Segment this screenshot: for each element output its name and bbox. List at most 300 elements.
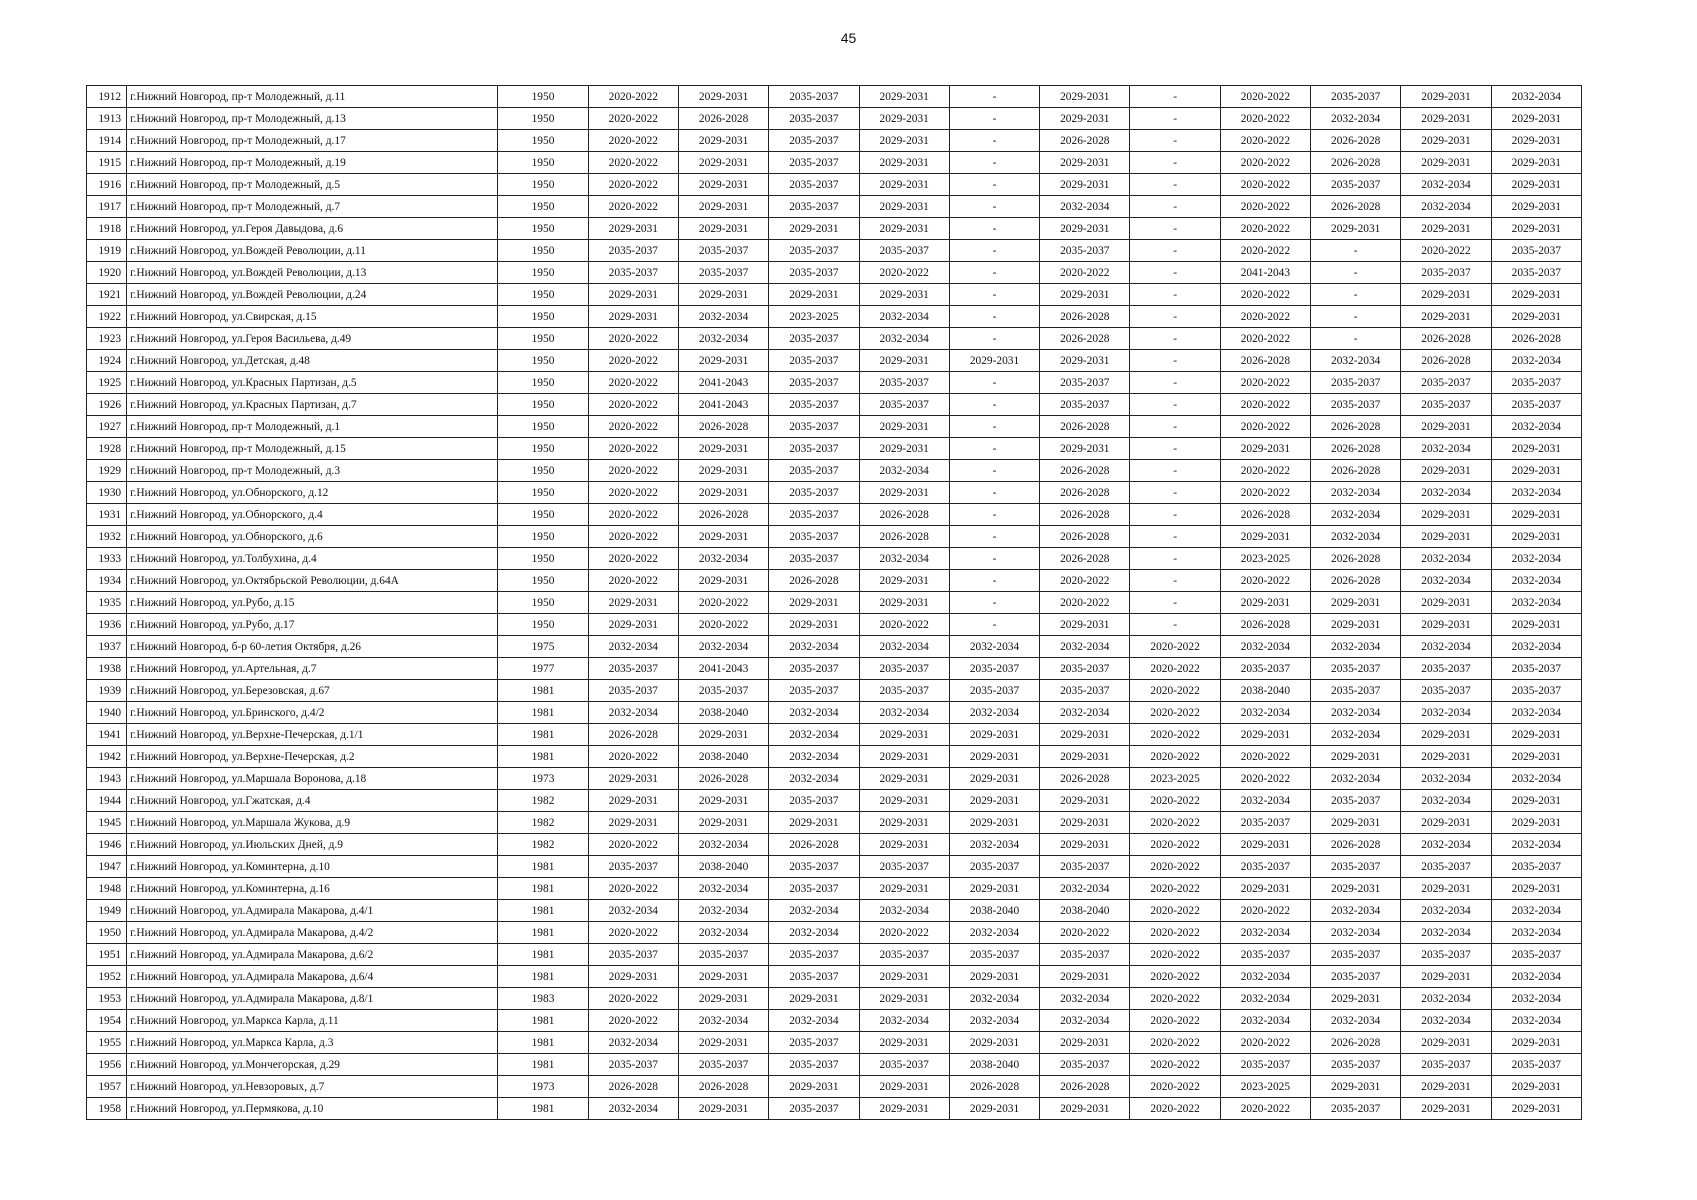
period-cell: 2026-2028 xyxy=(1040,504,1130,526)
period-cell: 2035-2037 xyxy=(1491,394,1581,416)
period-cell: 2029-2031 xyxy=(678,218,768,240)
period-cell: 2029-2031 xyxy=(1311,812,1401,834)
period-cell: 2020-2022 xyxy=(1130,900,1220,922)
address-cell: г.Нижний Новгород, пр-т Молодежный, д.11 xyxy=(127,86,498,108)
period-cell: 2029-2031 xyxy=(678,570,768,592)
table-row xyxy=(87,284,1582,306)
period-cell: 2020-2022 xyxy=(588,328,678,350)
period-cell: 2035-2037 xyxy=(588,680,678,702)
period-cell: 2029-2031 xyxy=(1040,812,1130,834)
period-cell: 2032-2034 xyxy=(1491,768,1581,790)
period-cell: 2032-2034 xyxy=(678,306,768,328)
period-cell: - xyxy=(1130,526,1220,548)
period-cell: 2035-2037 xyxy=(1311,394,1401,416)
period-cell: 2026-2028 xyxy=(1040,548,1130,570)
period-cell: 2020-2022 xyxy=(1130,746,1220,768)
year-cell: 1950 xyxy=(498,372,588,394)
table-row xyxy=(87,570,1582,592)
period-cell: 2032-2034 xyxy=(1040,702,1130,724)
period-cell: 2032-2034 xyxy=(1491,988,1581,1010)
period-cell: 2035-2037 xyxy=(859,856,949,878)
period-cell: 2026-2028 xyxy=(1040,1076,1130,1098)
period-cell: - xyxy=(1130,460,1220,482)
period-cell: 2032-2034 xyxy=(1401,196,1491,218)
period-cell: 2035-2037 xyxy=(769,460,859,482)
period-cell: 2029-2031 xyxy=(859,768,949,790)
period-cell: 2029-2031 xyxy=(949,790,1039,812)
period-cell: 2020-2022 xyxy=(1220,900,1310,922)
period-cell: - xyxy=(949,394,1039,416)
year-cell: 1981 xyxy=(498,856,588,878)
address-cell: г.Нижний Новгород, ул.Коминтерна, д.16 xyxy=(127,878,498,900)
period-cell: 2026-2028 xyxy=(1040,460,1130,482)
period-cell: 2032-2034 xyxy=(769,900,859,922)
period-cell: 2035-2037 xyxy=(769,108,859,130)
row-number: 1946 xyxy=(87,834,127,856)
period-cell: 2035-2037 xyxy=(1491,856,1581,878)
period-cell: 2029-2031 xyxy=(859,152,949,174)
period-cell: 2035-2037 xyxy=(1311,856,1401,878)
year-cell: 1950 xyxy=(498,482,588,504)
period-cell: 2029-2031 xyxy=(588,966,678,988)
period-cell: - xyxy=(1130,284,1220,306)
period-cell: 2020-2022 xyxy=(1040,570,1130,592)
period-cell: 2035-2037 xyxy=(769,152,859,174)
row-number: 1951 xyxy=(87,944,127,966)
address-cell: г.Нижний Новгород, ул.Октябрьской Революции, д.64А xyxy=(127,570,498,592)
period-cell: 2026-2028 xyxy=(1220,350,1310,372)
period-cell: 2035-2037 xyxy=(859,240,949,262)
address-cell: г.Нижний Новгород, ул.Бринского, д.4/2 xyxy=(127,702,498,724)
row-number: 1918 xyxy=(87,218,127,240)
period-cell: 2029-2031 xyxy=(588,812,678,834)
period-cell: 2029-2031 xyxy=(1401,812,1491,834)
period-cell: - xyxy=(1130,548,1220,570)
period-cell: 2029-2031 xyxy=(1401,108,1491,130)
address-cell: г.Нижний Новгород, ул.Обнорского, д.4 xyxy=(127,504,498,526)
period-cell: 2026-2028 xyxy=(859,504,949,526)
address-cell: г.Нижний Новгород, ул.Невзоровых, д.7 xyxy=(127,1076,498,1098)
period-cell: 2029-2031 xyxy=(1491,152,1581,174)
period-cell: 2038-2040 xyxy=(949,1054,1039,1076)
period-cell: 2035-2037 xyxy=(1491,240,1581,262)
period-cell: 2029-2031 xyxy=(1491,460,1581,482)
table-row xyxy=(87,680,1582,702)
period-cell: 2029-2031 xyxy=(769,592,859,614)
period-cell: 2020-2022 xyxy=(678,614,768,636)
year-cell: 1981 xyxy=(498,1032,588,1054)
period-cell: 2029-2031 xyxy=(678,350,768,372)
period-cell: 2032-2034 xyxy=(1401,174,1491,196)
row-number: 1929 xyxy=(87,460,127,482)
period-cell: - xyxy=(1311,284,1401,306)
period-cell: 2035-2037 xyxy=(859,1054,949,1076)
period-cell: 2035-2037 xyxy=(769,1032,859,1054)
period-cell: 2035-2037 xyxy=(769,966,859,988)
table-row xyxy=(87,526,1582,548)
period-cell: 2026-2028 xyxy=(859,526,949,548)
table-row xyxy=(87,966,1582,988)
period-cell: 2029-2031 xyxy=(588,306,678,328)
period-cell: 2035-2037 xyxy=(859,658,949,680)
row-number: 1914 xyxy=(87,130,127,152)
period-cell: 2032-2034 xyxy=(1220,988,1310,1010)
year-cell: 1983 xyxy=(498,988,588,1010)
address-cell: г.Нижний Новгород, пр-т Молодежный, д.1 xyxy=(127,416,498,438)
period-cell: 2020-2022 xyxy=(588,878,678,900)
period-cell: 2029-2031 xyxy=(678,284,768,306)
period-cell: 2029-2031 xyxy=(678,152,768,174)
period-cell: 2029-2031 xyxy=(1491,1032,1581,1054)
period-cell: 2032-2034 xyxy=(1401,1010,1491,1032)
period-cell: 2029-2031 xyxy=(859,174,949,196)
period-cell: 2035-2037 xyxy=(678,680,768,702)
period-cell: 2041-2043 xyxy=(678,394,768,416)
period-cell: 2026-2028 xyxy=(678,504,768,526)
period-cell: 2029-2031 xyxy=(859,746,949,768)
period-cell: 2020-2022 xyxy=(1220,482,1310,504)
period-cell: 2029-2031 xyxy=(1491,790,1581,812)
table-row xyxy=(87,86,1582,108)
period-cell: 2020-2022 xyxy=(1220,1032,1310,1054)
period-cell: 2020-2022 xyxy=(1130,1010,1220,1032)
period-cell: 2035-2037 xyxy=(1311,966,1401,988)
period-cell: 2035-2037 xyxy=(769,1054,859,1076)
period-cell: 2026-2028 xyxy=(1311,1032,1401,1054)
period-cell: 2029-2031 xyxy=(1401,1032,1491,1054)
period-cell: 2029-2031 xyxy=(949,1032,1039,1054)
address-cell: г.Нижний Новгород, ул.Рубо, д.15 xyxy=(127,592,498,614)
period-cell: 2032-2034 xyxy=(1401,570,1491,592)
period-cell: - xyxy=(949,548,1039,570)
year-cell: 1950 xyxy=(498,504,588,526)
year-cell: 1950 xyxy=(498,262,588,284)
period-cell: 2020-2022 xyxy=(1220,416,1310,438)
address-cell: г.Нижний Новгород, ул.Адмирала Макарова, д.6/4 xyxy=(127,966,498,988)
period-cell: - xyxy=(949,174,1039,196)
period-cell: 2029-2031 xyxy=(859,108,949,130)
row-number: 1937 xyxy=(87,636,127,658)
period-cell: 2032-2034 xyxy=(1401,438,1491,460)
period-cell: 2029-2031 xyxy=(1401,86,1491,108)
period-cell: 2035-2037 xyxy=(769,548,859,570)
period-cell: - xyxy=(1311,328,1401,350)
period-cell: 2035-2037 xyxy=(1491,1054,1581,1076)
period-cell: 2020-2022 xyxy=(1130,680,1220,702)
period-cell: 2026-2028 xyxy=(1311,416,1401,438)
period-cell: 2032-2034 xyxy=(1311,724,1401,746)
year-cell: 1950 xyxy=(498,306,588,328)
row-number: 1936 xyxy=(87,614,127,636)
period-cell: 2020-2022 xyxy=(588,460,678,482)
period-cell: 2029-2031 xyxy=(1040,438,1130,460)
period-cell: 2026-2028 xyxy=(678,416,768,438)
period-cell: 2035-2037 xyxy=(1220,812,1310,834)
address-cell: г.Нижний Новгород, ул.Вождей Революции, д.13 xyxy=(127,262,498,284)
period-cell: 2020-2022 xyxy=(1040,262,1130,284)
period-cell: 2020-2022 xyxy=(1130,812,1220,834)
table-row xyxy=(87,350,1582,372)
period-cell: 2020-2022 xyxy=(588,196,678,218)
row-number: 1935 xyxy=(87,592,127,614)
period-cell: 2029-2031 xyxy=(1401,1098,1491,1120)
address-cell: г.Нижний Новгород, ул.Обнорского, д.6 xyxy=(127,526,498,548)
period-cell: 2026-2028 xyxy=(1040,416,1130,438)
period-cell: 2020-2022 xyxy=(859,262,949,284)
year-cell: 1950 xyxy=(498,130,588,152)
table-row xyxy=(87,1054,1582,1076)
period-cell: 2029-2031 xyxy=(1040,724,1130,746)
row-number: 1950 xyxy=(87,922,127,944)
period-cell: 2029-2031 xyxy=(859,416,949,438)
address-cell: г.Нижний Новгород, ул.Героя Давыдова, д.6 xyxy=(127,218,498,240)
period-cell: 2029-2031 xyxy=(1491,724,1581,746)
period-cell: 2035-2037 xyxy=(769,790,859,812)
period-cell: 2029-2031 xyxy=(859,438,949,460)
row-number: 1931 xyxy=(87,504,127,526)
row-number: 1925 xyxy=(87,372,127,394)
period-cell: 2029-2031 xyxy=(1311,218,1401,240)
period-cell: 2032-2034 xyxy=(678,1010,768,1032)
year-cell: 1950 xyxy=(498,86,588,108)
period-cell: 2029-2031 xyxy=(949,768,1039,790)
year-cell: 1950 xyxy=(498,350,588,372)
period-cell: 2035-2037 xyxy=(1401,856,1491,878)
period-cell: 2029-2031 xyxy=(859,592,949,614)
period-cell: 2035-2037 xyxy=(769,174,859,196)
period-cell: 2038-2040 xyxy=(678,746,768,768)
period-cell: 2038-2040 xyxy=(949,900,1039,922)
period-cell: 2035-2037 xyxy=(588,240,678,262)
period-cell: 2029-2031 xyxy=(1220,834,1310,856)
address-cell: г.Нижний Новгород, ул.Июльских Дней, д.9 xyxy=(127,834,498,856)
period-cell: 2029-2031 xyxy=(1491,196,1581,218)
period-cell: 2029-2031 xyxy=(588,614,678,636)
period-cell: 2032-2034 xyxy=(588,900,678,922)
period-cell: - xyxy=(949,86,1039,108)
period-cell: 2029-2031 xyxy=(588,284,678,306)
table-row xyxy=(87,878,1582,900)
period-cell: 2032-2034 xyxy=(1401,988,1491,1010)
period-cell: 2029-2031 xyxy=(1401,416,1491,438)
row-number: 1934 xyxy=(87,570,127,592)
period-cell: 2029-2031 xyxy=(678,988,768,1010)
table-row xyxy=(87,1010,1582,1032)
year-cell: 1950 xyxy=(498,240,588,262)
row-number: 1919 xyxy=(87,240,127,262)
period-cell: 2026-2028 xyxy=(1040,306,1130,328)
row-number: 1955 xyxy=(87,1032,127,1054)
period-cell: 2035-2037 xyxy=(678,944,768,966)
period-cell: 2035-2037 xyxy=(769,130,859,152)
period-cell: 2029-2031 xyxy=(769,988,859,1010)
period-cell: 2035-2037 xyxy=(1311,790,1401,812)
address-cell: г.Нижний Новгород, ул.Маршала Жукова, д.9 xyxy=(127,812,498,834)
table-row xyxy=(87,218,1582,240)
period-cell: 2026-2028 xyxy=(1040,482,1130,504)
period-cell: 2029-2031 xyxy=(678,790,768,812)
period-cell: 2032-2034 xyxy=(1311,504,1401,526)
row-number: 1917 xyxy=(87,196,127,218)
period-cell: 2020-2022 xyxy=(1220,86,1310,108)
period-cell: 2020-2022 xyxy=(588,438,678,460)
period-cell: - xyxy=(1130,350,1220,372)
table-row xyxy=(87,856,1582,878)
period-cell: 2032-2034 xyxy=(769,636,859,658)
year-cell: 1973 xyxy=(498,768,588,790)
period-cell: 2029-2031 xyxy=(859,878,949,900)
address-cell: г.Нижний Новгород, пр-т Молодежный, д.15 xyxy=(127,438,498,460)
row-number: 1954 xyxy=(87,1010,127,1032)
year-cell: 1950 xyxy=(498,592,588,614)
year-cell: 1950 xyxy=(498,196,588,218)
period-cell: 2020-2022 xyxy=(1130,658,1220,680)
period-cell: 2029-2031 xyxy=(588,592,678,614)
period-cell: 2020-2022 xyxy=(588,746,678,768)
period-cell: 2032-2034 xyxy=(1491,86,1581,108)
period-cell: 2035-2037 xyxy=(769,240,859,262)
period-cell: 2032-2034 xyxy=(859,548,949,570)
period-cell: - xyxy=(949,284,1039,306)
table-row xyxy=(87,174,1582,196)
period-cell: 2032-2034 xyxy=(1040,196,1130,218)
period-cell: - xyxy=(949,262,1039,284)
period-cell: 2035-2037 xyxy=(588,1054,678,1076)
period-cell: 2032-2034 xyxy=(1401,900,1491,922)
period-cell: 2020-2022 xyxy=(1220,108,1310,130)
period-cell: 2032-2034 xyxy=(859,328,949,350)
period-cell: 2026-2028 xyxy=(1311,834,1401,856)
period-cell: 2029-2031 xyxy=(949,746,1039,768)
period-cell: 2029-2031 xyxy=(859,350,949,372)
period-cell: 2029-2031 xyxy=(1401,130,1491,152)
period-cell: 2029-2031 xyxy=(1220,592,1310,614)
period-cell: 2029-2031 xyxy=(1401,460,1491,482)
period-cell: 2032-2034 xyxy=(1311,768,1401,790)
address-cell: г.Нижний Новгород, ул.Маршала Воронова, д.18 xyxy=(127,768,498,790)
period-cell: - xyxy=(949,570,1039,592)
period-cell: 2035-2037 xyxy=(859,680,949,702)
period-cell: 2029-2031 xyxy=(1491,878,1581,900)
year-cell: 1981 xyxy=(498,900,588,922)
table-row xyxy=(87,636,1582,658)
period-cell: 2032-2034 xyxy=(859,460,949,482)
period-cell: - xyxy=(1130,592,1220,614)
period-cell: 2020-2022 xyxy=(1220,570,1310,592)
row-number: 1926 xyxy=(87,394,127,416)
table-row xyxy=(87,900,1582,922)
period-cell: 2020-2022 xyxy=(1130,988,1220,1010)
period-cell: - xyxy=(1130,262,1220,284)
period-cell: - xyxy=(949,460,1039,482)
address-cell: г.Нижний Новгород, пр-т Молодежный, д.7 xyxy=(127,196,498,218)
period-cell: 2029-2031 xyxy=(1491,1098,1581,1120)
address-cell: г.Нижний Новгород, ул.Маркса Карла, д.3 xyxy=(127,1032,498,1054)
address-cell: г.Нижний Новгород, ул.Обнорского, д.12 xyxy=(127,482,498,504)
period-cell: 2020-2022 xyxy=(1130,1076,1220,1098)
period-cell: - xyxy=(949,328,1039,350)
period-cell: 2026-2028 xyxy=(1311,152,1401,174)
period-cell: 2029-2031 xyxy=(1491,108,1581,130)
period-cell: 2020-2022 xyxy=(588,350,678,372)
period-cell: 2032-2034 xyxy=(1491,416,1581,438)
row-number: 1941 xyxy=(87,724,127,746)
period-cell: 2035-2037 xyxy=(859,944,949,966)
period-cell: 2032-2034 xyxy=(859,702,949,724)
row-number: 1927 xyxy=(87,416,127,438)
row-number: 1913 xyxy=(87,108,127,130)
period-cell: 2029-2031 xyxy=(769,218,859,240)
period-cell: 2029-2031 xyxy=(678,1032,768,1054)
period-cell: 2032-2034 xyxy=(1311,482,1401,504)
period-cell: 2032-2034 xyxy=(588,1032,678,1054)
year-cell: 1975 xyxy=(498,636,588,658)
period-cell: 2020-2022 xyxy=(1220,394,1310,416)
period-cell: 2032-2034 xyxy=(1491,570,1581,592)
period-cell: 2035-2037 xyxy=(859,372,949,394)
table-row xyxy=(87,1098,1582,1120)
period-cell: 2035-2037 xyxy=(678,262,768,284)
period-cell: 2029-2031 xyxy=(678,460,768,482)
row-number: 1933 xyxy=(87,548,127,570)
period-cell: 2026-2028 xyxy=(1311,460,1401,482)
address-cell: г.Нижний Новгород, ул.Адмирала Макарова, д.4/2 xyxy=(127,922,498,944)
row-number: 1953 xyxy=(87,988,127,1010)
period-cell: 2020-2022 xyxy=(1220,1098,1310,1120)
period-cell: 2035-2037 xyxy=(1491,944,1581,966)
period-cell: 2035-2037 xyxy=(1311,174,1401,196)
period-cell: 2032-2034 xyxy=(678,878,768,900)
year-cell: 1981 xyxy=(498,680,588,702)
period-cell: - xyxy=(1130,152,1220,174)
period-cell: 2020-2022 xyxy=(1220,196,1310,218)
period-cell: 2032-2034 xyxy=(1401,636,1491,658)
period-cell: - xyxy=(949,614,1039,636)
period-cell: 2020-2022 xyxy=(1130,834,1220,856)
period-cell: 2032-2034 xyxy=(769,922,859,944)
row-number: 1940 xyxy=(87,702,127,724)
period-cell: 2029-2031 xyxy=(1311,746,1401,768)
period-cell: 2029-2031 xyxy=(769,614,859,636)
year-cell: 1950 xyxy=(498,152,588,174)
period-cell: 2026-2028 xyxy=(1401,328,1491,350)
row-number: 1932 xyxy=(87,526,127,548)
period-cell: 2029-2031 xyxy=(1491,614,1581,636)
period-cell: 2029-2031 xyxy=(1401,746,1491,768)
period-cell: 2029-2031 xyxy=(1040,966,1130,988)
period-cell: 2029-2031 xyxy=(588,218,678,240)
row-number: 1958 xyxy=(87,1098,127,1120)
period-cell: - xyxy=(1130,130,1220,152)
period-cell: 2029-2031 xyxy=(1491,504,1581,526)
period-cell: 2035-2037 xyxy=(1401,262,1491,284)
period-cell: 2041-2043 xyxy=(678,372,768,394)
period-cell: 2020-2022 xyxy=(1130,922,1220,944)
row-number: 1921 xyxy=(87,284,127,306)
period-cell: 2032-2034 xyxy=(1401,702,1491,724)
period-cell: 2026-2028 xyxy=(678,108,768,130)
period-cell: 2029-2031 xyxy=(1491,746,1581,768)
period-cell: 2029-2031 xyxy=(1040,284,1130,306)
period-cell: - xyxy=(1130,306,1220,328)
period-cell: - xyxy=(949,108,1039,130)
period-cell: 2020-2022 xyxy=(1040,922,1130,944)
year-cell: 1981 xyxy=(498,1010,588,1032)
year-cell: 1981 xyxy=(498,922,588,944)
year-cell: 1950 xyxy=(498,108,588,130)
period-cell: - xyxy=(1311,240,1401,262)
table-row xyxy=(87,262,1582,284)
